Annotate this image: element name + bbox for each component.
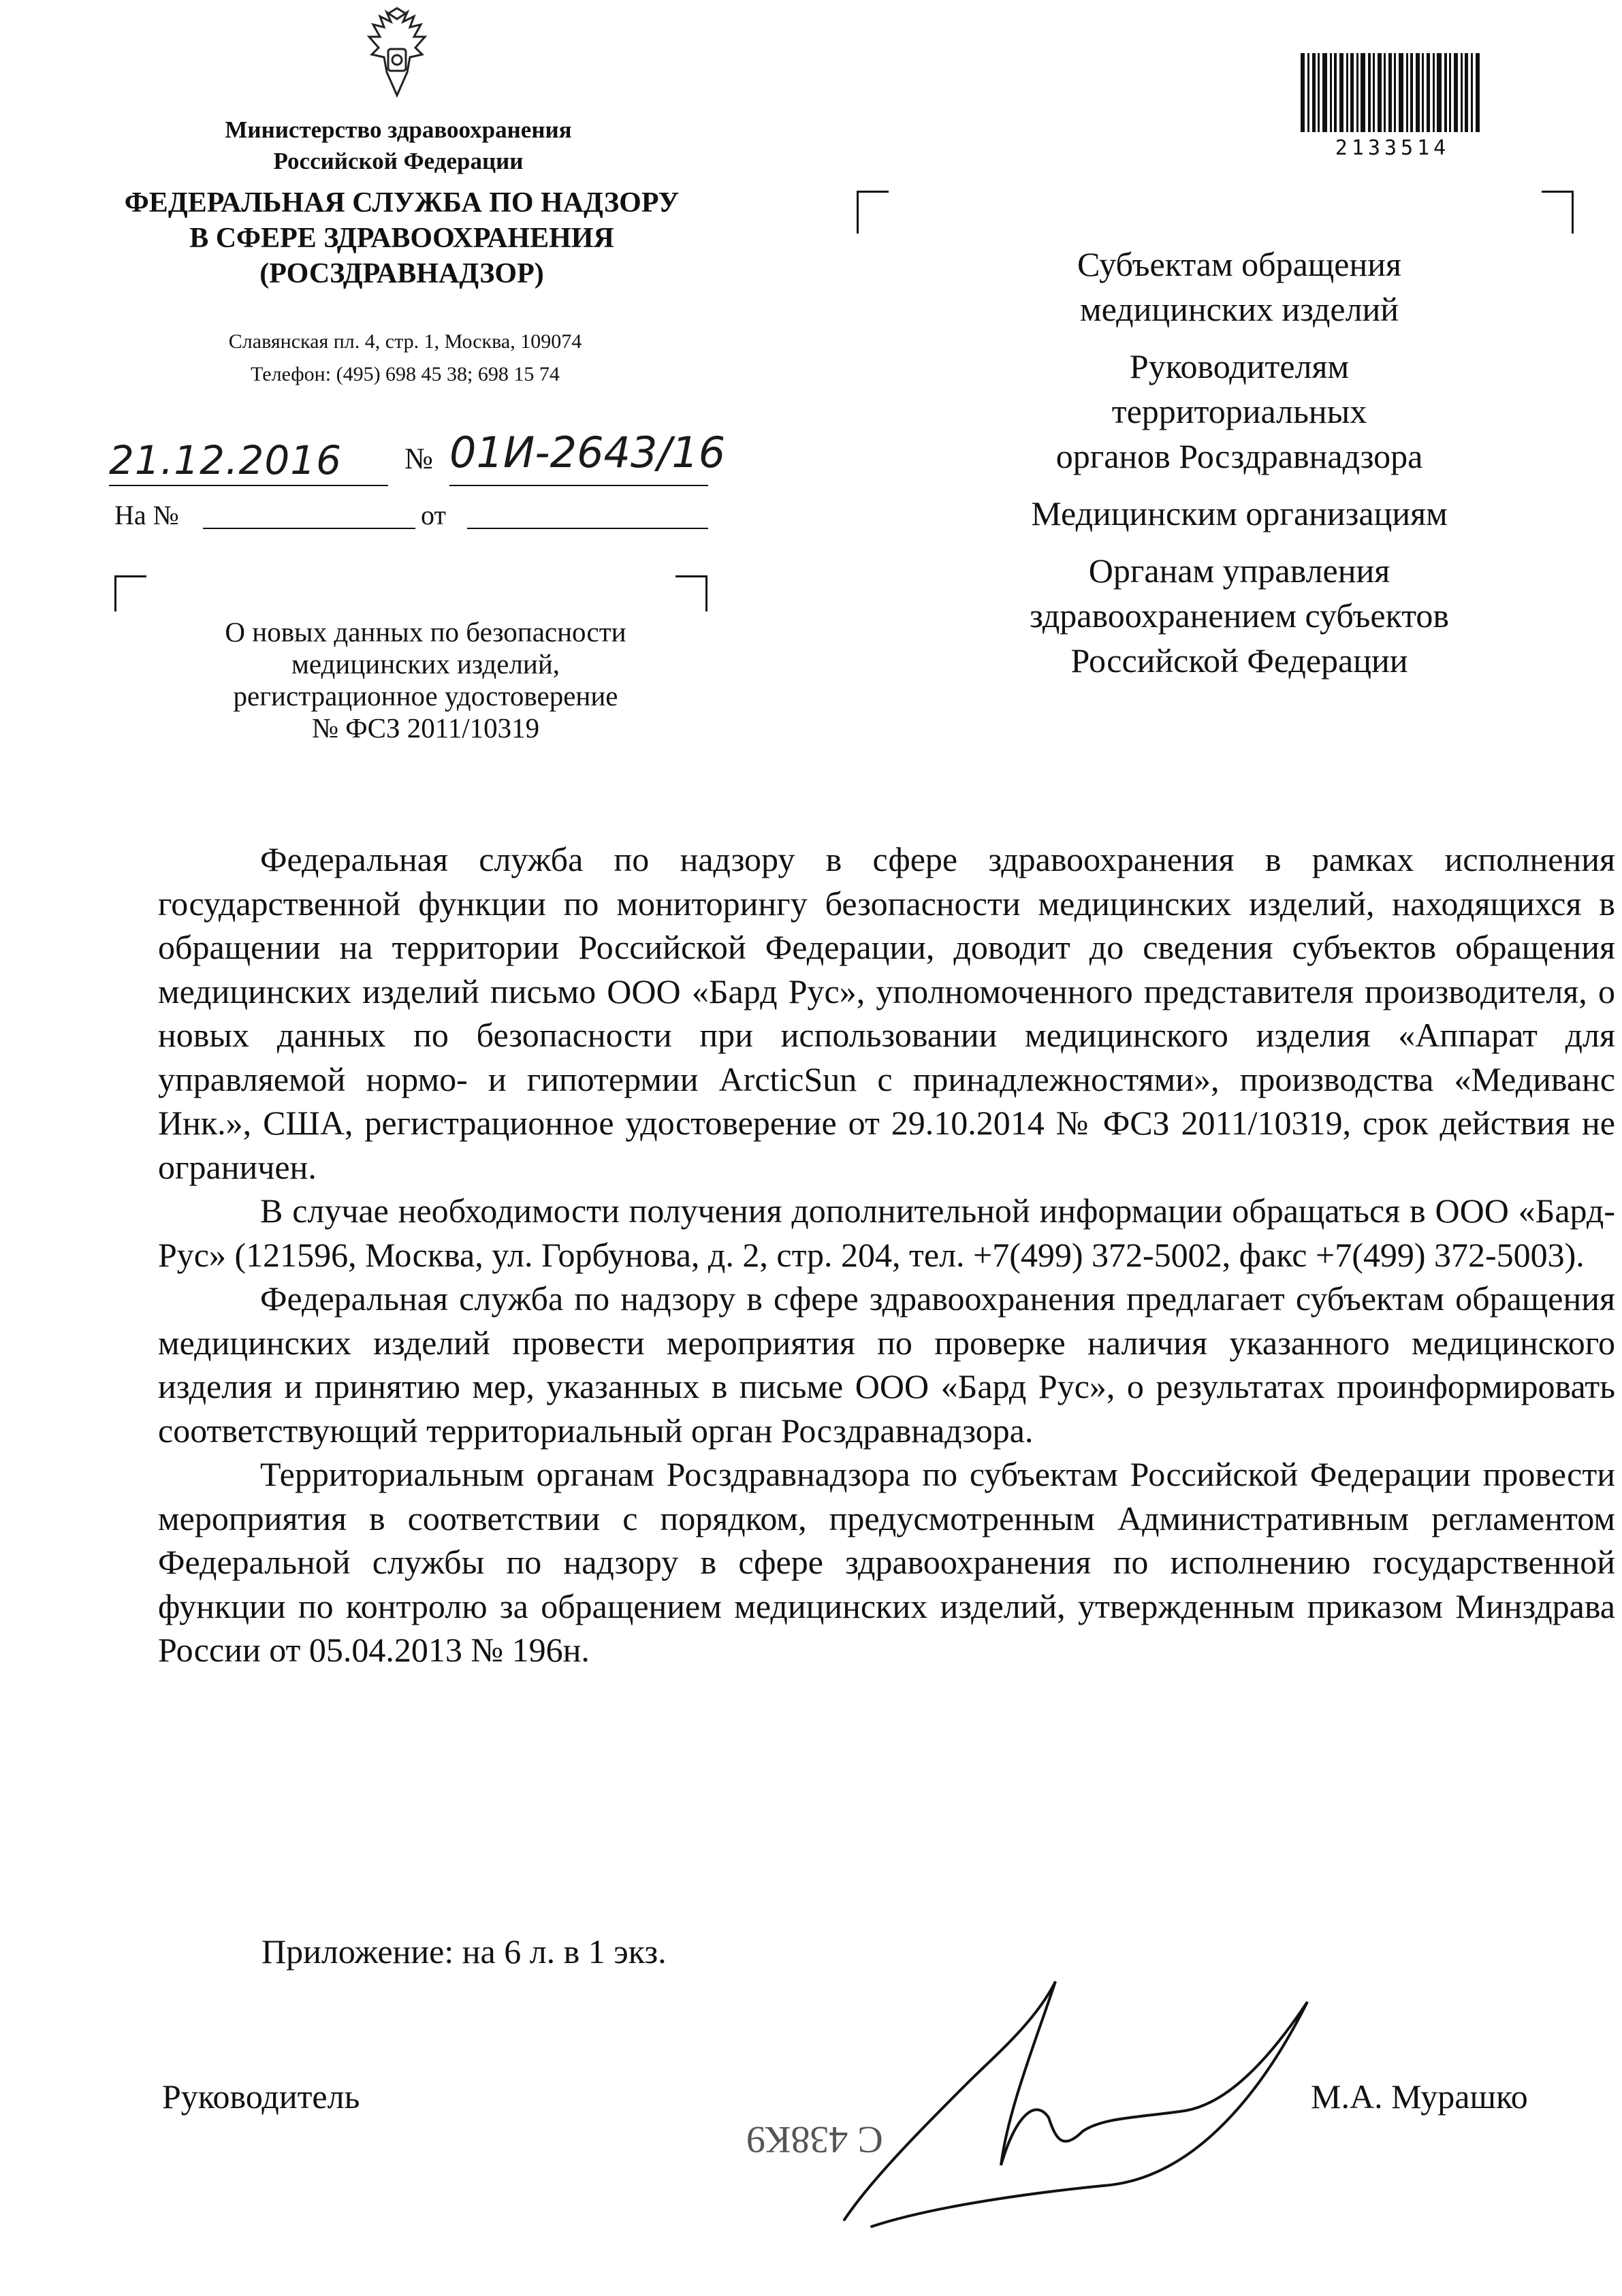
service-name [109, 185, 695, 291]
addressee-group-4 [940, 548, 1539, 683]
barcode [1301, 53, 1482, 132]
address-line-1: Славянская пл. 4, стр. 1, Москва, 109074 [228, 330, 582, 353]
subject-corner-right [675, 575, 707, 611]
body-paragraph-1: Федеральная служба по надзору в сфере здравоохранения в рамках исполнения государственной функции по мониторингу безопасности медицинских изделий, находящихся в обращении на территории Российской Федерации, доводит до сведения субъектов обращения медицинских изделий письмо ООО «Бард Рус», уполномоченного представителя производителя, о новых данных по безопасности при использовании медицинского изделия «Аппарат для управляемой нормо- и гипотермии ArcticSun с принадлежностями», производства «Медиванс Инк.», США, регистрационное удостоверение от 29.10.2014 № ФСЗ 2011/10319, срок действия не ограничен. [158, 840, 1615, 1186]
subject-line-2: медицинских изделий, [291, 648, 560, 680]
body-paragraph-2: В случае необходимости получения дополнительной информации обращаться в ООО «Бард-Рус» (121596, Москва, ул. Горбунова, д. 2, стр. 204, тел. +7(499) 372-5002, факс +7(499) 372-5003). [158, 1192, 1615, 1274]
addressee-group-1 [940, 242, 1539, 332]
service-line-1: ФЕДЕРАЛЬНАЯ СЛУЖБА ПО НАДЗОРУ [124, 187, 680, 219]
ministry-line-2: Российской Федерации [273, 148, 524, 174]
appendix-note: Приложение: на 6 л. в 1 экз. [261, 1932, 667, 1971]
service-address [157, 325, 654, 391]
address-line-2: Телефон: (495) 698 45 38; 698 15 74 [251, 363, 560, 385]
letter-subject [157, 616, 695, 744]
addressee-line: территориальных [1111, 392, 1367, 430]
ministry-name [170, 114, 626, 177]
reference-number-label: На № [114, 500, 179, 530]
body-paragraph-4: Территориальным органам Росздравнадзора по субъектам Российской Федерации провести мероприятия в соответствии с порядком, предусмотренным Административным регламентом Федеральной службы по надзору в сфере здравоохранения по исполнению государственной функции по контролю за обращением медицинских изделий, утвержденным приказом Минздрава России от 05.04.2013 № 196н. [158, 1455, 1615, 1669]
addressee-corner-right [1542, 191, 1574, 234]
addressee-line: органов Росздравнадзора [1055, 437, 1423, 475]
ministry-line-1: Министерство здравоохранения [225, 116, 572, 143]
reference-date-label: от [421, 500, 446, 530]
addressee-line: Медицинским организациям [1031, 494, 1448, 532]
addressee-corner-left [857, 191, 889, 234]
barcode-number: 2133514 [1335, 136, 1450, 160]
handwritten-signature [831, 1961, 1321, 2233]
addressee-line: Российской Федерации [1070, 641, 1408, 680]
registration-number: 01И-2643/16 [449, 428, 726, 477]
registration-date: 21.12.2016 [109, 437, 343, 483]
subject-corner-left [114, 575, 146, 611]
addressee-line: Руководителям [1129, 347, 1350, 385]
addressee-block [940, 242, 1539, 695]
subject-line-1: О новых данных по безопасности [225, 616, 626, 648]
service-line-2: В СФЕРЕ ЗДРАВООХРАНЕНИЯ [189, 223, 614, 254]
addressee-line: здравоохранением субъектов [1029, 596, 1450, 635]
number-underline [449, 485, 708, 486]
number-sign: № [404, 442, 433, 475]
date-underline [109, 485, 388, 486]
subject-line-3: регистрационное удостоверение [233, 680, 618, 712]
coat-of-arms-emblem [346, 7, 448, 109]
registry-stamp: С 438К9 [746, 2118, 883, 2161]
service-line-3: (РОСЗДРАВНАДЗОР) [259, 258, 544, 289]
addressee-line: медицинских изделий [1079, 290, 1399, 328]
addressee-group-2 [940, 344, 1539, 479]
reference-date-line [467, 528, 708, 529]
addressee-line: Субъектам обращения [1077, 245, 1401, 283]
addressee-line: Органам управления [1088, 552, 1390, 590]
letter-body [158, 838, 1615, 1672]
body-paragraph-3: Федеральная служба по надзору в сфере здравоохранения предлагает субъектам обращения медицинских изделий провести мероприятия по проверке наличия указанного медицинского изделия и принятию мер, указанных в письме ООО «Бард Рус», о результатах проинформировать соответствующий территориальный орган Росздравнадзора. [158, 1279, 1615, 1450]
signatory-name: М.А. Мурашко [1311, 2077, 1528, 2116]
addressee-group-3 [940, 491, 1539, 536]
reference-number-line [203, 528, 415, 529]
signatory-position: Руководитель [162, 2077, 360, 2116]
subject-line-4: № ФСЗ 2011/10319 [311, 712, 540, 744]
